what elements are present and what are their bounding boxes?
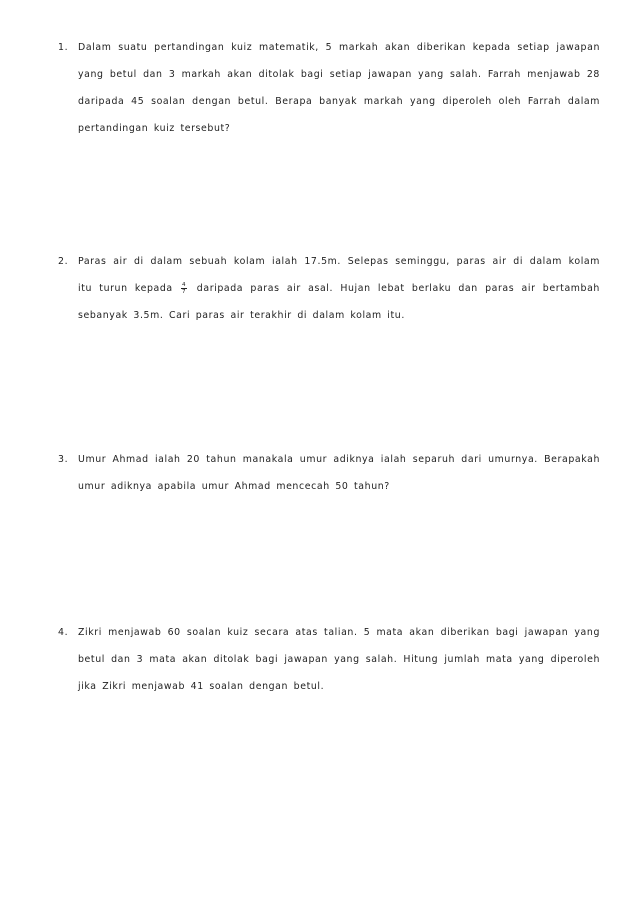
question-number: 4.: [58, 627, 69, 638]
question-1: [58, 34, 600, 142]
question-text: Dalam suatu pertandingan kuiz matematik, 5 markah akan diberikan kepada setiap jawapan yang betul dan 3 markah akan ditolak bagi setiap jawapan yang salah. Farrah menjawab 28 daripada 45 soalan dengan betul. Berapa banyak markah yang diperoleh oleh Farrah dalam pertandingan kuiz tersebut?: [78, 42, 600, 134]
question-4: [58, 619, 600, 700]
fraction: [181, 282, 187, 295]
fraction-numerator: 4: [182, 282, 186, 288]
question-text-after-fraction: daripada paras air asal. Hujan lebat berlaku dan paras air bertambah sebanyak 3.5m. Cari paras air terakhir di dalam kolam itu.: [78, 283, 600, 321]
fraction-denominator: 7: [182, 289, 186, 295]
question-2: [58, 248, 600, 329]
question-3: [58, 446, 600, 500]
question-text: Umur Ahmad ialah 20 tahun manakala umur adiknya ialah separuh dari umurnya. Berapakah umur adiknya apabila umur Ahmad mencecah 50 tahun?: [78, 454, 600, 492]
question-text: [78, 248, 600, 329]
question-text-before-fraction: Paras air di dalam sebuah kolam ialah 17.5m. Selepas seminggu, paras air di dalam kolam itu turun kepada: [78, 256, 600, 294]
question-number: 1.: [58, 42, 69, 53]
question-number: 2.: [58, 256, 69, 267]
question-number: 3.: [58, 454, 69, 465]
question-text: Zikri menjawab 60 soalan kuiz secara atas talian. 5 mata akan diberikan bagi jawapan yang betul dan 3 mata akan ditolak bagi jawapan yang salah. Hitung jumlah mata yang diperoleh jika Zikri menjawab 41 soalan dengan betul.: [78, 627, 600, 692]
